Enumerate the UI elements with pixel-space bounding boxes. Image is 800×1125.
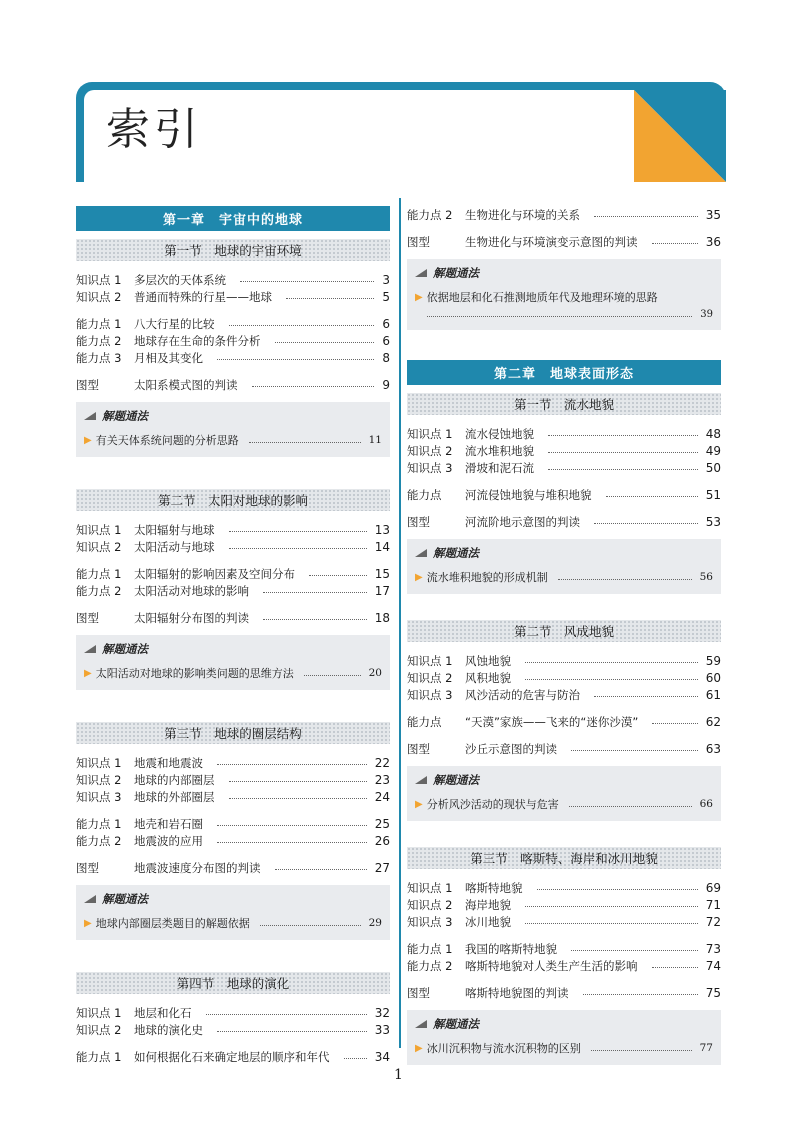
entry-title: 太阳辐射的影响因素及空间分布 xyxy=(134,566,295,581)
leader-dots xyxy=(229,548,367,549)
entry-group xyxy=(407,486,721,503)
section-heading[interactable]: 第四节 地球的演化 xyxy=(76,972,390,994)
index-entry[interactable] xyxy=(407,513,721,530)
entry-title: 风积地貌 xyxy=(465,670,511,685)
entry-page: 34 xyxy=(374,1049,390,1064)
leader-dots xyxy=(263,592,367,593)
section-heading[interactable]: 第二节 风成地貌 xyxy=(407,620,721,642)
leader-dots xyxy=(548,435,698,436)
entry-page: 71 xyxy=(705,897,721,912)
index-entry[interactable] xyxy=(76,788,390,805)
entry-label: 图型 xyxy=(407,234,430,249)
entry-title: “天漠”家族——飞来的“迷你沙漠” xyxy=(465,714,639,729)
leader-dots xyxy=(275,869,367,870)
entry-label: 能力点 2 xyxy=(76,333,122,348)
entry-page: 6 xyxy=(382,316,390,331)
leader-dots xyxy=(217,842,367,843)
entry-group xyxy=(407,513,721,530)
entry-title: 风沙活动的危害与防治 xyxy=(465,687,580,702)
leader-dots xyxy=(548,469,698,470)
page-title: 索引 xyxy=(106,104,202,155)
index-entry[interactable] xyxy=(407,713,721,730)
entry-page: 51 xyxy=(705,487,721,502)
entry-title: 太阳活动对地球的影响 xyxy=(134,583,249,598)
index-entry[interactable] xyxy=(76,771,390,788)
entry-label: 知识点 2 xyxy=(76,539,122,554)
entry-label: 图型 xyxy=(76,377,99,392)
section-heading[interactable]: 第一节 地球的宇宙环境 xyxy=(76,239,390,261)
tips-wedge-icon xyxy=(84,645,96,653)
entry-title: 太阳系模式图的判读 xyxy=(134,377,238,392)
index-entry[interactable] xyxy=(76,521,390,538)
tips-heading xyxy=(84,890,382,908)
triangle-bullet-icon: ▶ xyxy=(415,291,423,303)
entry-page: 18 xyxy=(374,610,390,625)
tips-text: 流水堆积地貌的形成机制 xyxy=(426,571,548,584)
entry-label: 能力点 2 xyxy=(407,207,453,222)
entry-title: 生物进化与环境的关系 xyxy=(465,207,580,222)
entry-page: 14 xyxy=(374,539,390,554)
index-entry[interactable] xyxy=(76,815,390,832)
tips-wedge-icon xyxy=(415,1020,427,1028)
solving-tips-box xyxy=(407,259,721,330)
entry-title: 我国的喀斯特地貌 xyxy=(465,941,557,956)
tips-text: 有关天体系统问题的分析思路 xyxy=(95,434,239,447)
tips-label: 解题通法 xyxy=(433,773,479,787)
entry-group xyxy=(76,376,390,393)
entry-page: 69 xyxy=(705,880,721,895)
entry-page: 25 xyxy=(374,816,390,831)
entry-title: 地壳和岩石圈 xyxy=(134,816,203,831)
entry-label: 知识点 1 xyxy=(76,755,122,770)
section-heading[interactable]: 第三节 地球的圈层结构 xyxy=(76,722,390,744)
entry-label: 知识点 3 xyxy=(407,460,453,475)
index-entry[interactable] xyxy=(407,459,721,476)
index-entry[interactable] xyxy=(407,442,721,459)
entry-label: 知识点 1 xyxy=(76,272,122,287)
leader-dots xyxy=(569,806,692,807)
entry-title: 地球的内部圈层 xyxy=(134,772,215,787)
tips-page: 77 xyxy=(699,1042,713,1054)
tips-wedge-icon xyxy=(415,549,427,557)
triangle-bullet-icon: ▶ xyxy=(84,434,92,446)
entry-title: 地震和地震波 xyxy=(134,755,203,770)
entry-label: 知识点 1 xyxy=(407,653,453,668)
leader-dots xyxy=(229,798,367,799)
entry-page: 49 xyxy=(705,443,721,458)
entry-group xyxy=(76,815,390,849)
leader-dots xyxy=(309,575,367,576)
tips-text: 冰川沉积物与流水沉积物的区别 xyxy=(426,1042,581,1055)
leader-dots xyxy=(525,679,698,680)
index-entry[interactable] xyxy=(76,565,390,582)
entry-label: 能力点 2 xyxy=(407,958,453,973)
chapter-heading[interactable]: 第一章 宇宙中的地球 xyxy=(76,206,390,231)
entry-group xyxy=(76,271,390,305)
tips-label: 解题通法 xyxy=(433,266,479,280)
leader-dots xyxy=(229,781,367,782)
entry-label: 知识点 2 xyxy=(76,772,122,787)
section-heading[interactable]: 第三节 喀斯特、海岸和冰川地貌 xyxy=(407,847,721,869)
entry-page: 23 xyxy=(374,772,390,787)
tips-label: 解题通法 xyxy=(102,642,148,656)
index-entry[interactable] xyxy=(76,582,390,599)
index-entry[interactable] xyxy=(76,1048,390,1065)
entry-label: 知识点 3 xyxy=(76,789,122,804)
corner-fold-decoration xyxy=(634,90,726,182)
entry-label: 能力点 1 xyxy=(76,816,122,831)
leader-dots xyxy=(594,523,698,524)
section-heading[interactable]: 第一节 流水地貌 xyxy=(407,393,721,415)
entry-page: 63 xyxy=(705,741,721,756)
leader-dots xyxy=(594,696,698,697)
tips-entry[interactable] xyxy=(84,664,382,682)
entry-page: 24 xyxy=(374,789,390,804)
entry-label: 能力点 1 xyxy=(76,316,122,331)
entry-group xyxy=(76,315,390,366)
leader-dots xyxy=(525,662,698,663)
solving-tips-box xyxy=(76,885,390,940)
entry-page: 62 xyxy=(705,714,721,729)
index-entry[interactable] xyxy=(407,913,721,930)
index-entry[interactable] xyxy=(76,271,390,288)
entry-group xyxy=(76,1004,390,1038)
index-entry[interactable] xyxy=(407,425,721,442)
entry-title: 河流阶地示意图的判读 xyxy=(465,514,580,529)
solving-tips-box xyxy=(76,635,390,690)
leader-dots xyxy=(344,1058,367,1059)
entry-group xyxy=(407,425,721,476)
leader-dots xyxy=(286,298,374,299)
tips-page: 56 xyxy=(699,571,713,583)
solving-tips-box xyxy=(407,539,721,594)
entry-group xyxy=(407,652,721,703)
entry-title: 流水堆积地貌 xyxy=(465,443,534,458)
leader-dots xyxy=(652,243,698,244)
tips-page: 29 xyxy=(368,917,382,929)
leader-dots xyxy=(206,1014,367,1015)
entry-title: 地震波速度分布图的判读 xyxy=(134,860,261,875)
leader-dots xyxy=(217,359,374,360)
index-entry[interactable] xyxy=(407,957,721,974)
entry-page: 6 xyxy=(382,333,390,348)
entry-page: 17 xyxy=(374,583,390,598)
entry-title: 月相及其变化 xyxy=(134,350,203,365)
entry-title: 普通而特殊的行星——地球 xyxy=(134,289,272,304)
tips-heading xyxy=(415,1015,713,1033)
leader-dots xyxy=(558,579,692,580)
index-entry[interactable] xyxy=(76,859,390,876)
tips-page: 11 xyxy=(368,434,382,446)
entry-title: 地震波的应用 xyxy=(134,833,203,848)
leader-dots xyxy=(275,342,375,343)
entry-group xyxy=(76,1048,390,1065)
index-entry[interactable] xyxy=(407,669,721,686)
leader-dots xyxy=(571,950,698,951)
entry-group xyxy=(407,233,721,250)
entry-page: 75 xyxy=(705,985,721,1000)
tips-text: 太阳活动对地球的影响类问题的思维方法 xyxy=(95,667,294,680)
triangle-bullet-icon: ▶ xyxy=(84,917,92,929)
tips-heading xyxy=(415,771,713,789)
tips-entry[interactable] xyxy=(415,795,713,813)
leader-dots xyxy=(304,675,361,676)
entry-title: 如何根据化石来确定地层的顺序和年代 xyxy=(134,1049,330,1064)
leader-dots xyxy=(263,619,367,620)
leader-dots xyxy=(240,281,374,282)
leader-dots xyxy=(525,923,698,924)
leader-dots xyxy=(606,496,698,497)
entry-title: 喀斯特地貌图的判读 xyxy=(465,985,569,1000)
entry-group xyxy=(76,521,390,555)
entry-label: 图型 xyxy=(76,860,99,875)
chapter-heading[interactable]: 第二章 地球表面形态 xyxy=(407,360,721,385)
solving-tips-box xyxy=(407,766,721,821)
entry-page: 72 xyxy=(705,914,721,929)
entry-title: 河流侵蚀地貌与堆积地貌 xyxy=(465,487,592,502)
entry-label: 知识点 1 xyxy=(76,1005,122,1020)
entry-label: 图型 xyxy=(407,741,430,756)
leader-dots xyxy=(583,994,698,995)
triangle-bullet-icon: ▶ xyxy=(415,1042,423,1054)
entry-label: 知识点 2 xyxy=(407,443,453,458)
leader-dots xyxy=(548,452,698,453)
entry-label: 知识点 3 xyxy=(407,687,453,702)
entry-page: 15 xyxy=(374,566,390,581)
entry-label: 知识点 1 xyxy=(407,426,453,441)
tips-heading xyxy=(415,264,713,282)
entry-label: 知识点 2 xyxy=(407,897,453,912)
entry-page: 60 xyxy=(705,670,721,685)
index-entry[interactable] xyxy=(76,376,390,393)
entry-page: 22 xyxy=(374,755,390,770)
tips-entry[interactable] xyxy=(84,914,382,932)
entry-title: 海岸地貌 xyxy=(465,897,511,912)
entry-page: 73 xyxy=(705,941,721,956)
index-entry[interactable] xyxy=(76,754,390,771)
index-entry[interactable] xyxy=(76,1004,390,1021)
triangle-bullet-icon: ▶ xyxy=(415,571,423,583)
column-divider xyxy=(399,198,401,1048)
entry-label: 能力点 2 xyxy=(76,833,122,848)
entry-title: 沙丘示意图的判读 xyxy=(465,741,557,756)
leader-dots xyxy=(260,925,361,926)
tips-label: 解题通法 xyxy=(433,1017,479,1031)
entry-page: 35 xyxy=(705,207,721,222)
entry-page: 27 xyxy=(374,860,390,875)
entry-label: 能力点 xyxy=(407,714,442,729)
tips-entry[interactable] xyxy=(415,288,713,322)
entry-page: 53 xyxy=(705,514,721,529)
entry-label: 知识点 2 xyxy=(76,1022,122,1037)
tips-wedge-icon xyxy=(415,269,427,277)
entry-page: 50 xyxy=(705,460,721,475)
index-entry[interactable] xyxy=(407,686,721,703)
tips-label: 解题通法 xyxy=(102,892,148,906)
tips-heading xyxy=(84,640,382,658)
tips-text: 分析风沙活动的现状与危害 xyxy=(426,798,559,811)
leader-dots xyxy=(229,325,375,326)
index-entry[interactable] xyxy=(76,288,390,305)
entry-title: 太阳活动与地球 xyxy=(134,539,215,554)
tips-entry[interactable] xyxy=(415,568,713,586)
entry-label: 能力点 1 xyxy=(76,1049,122,1064)
leader-dots xyxy=(537,889,698,890)
entry-label: 能力点 2 xyxy=(76,583,122,598)
index-entry[interactable] xyxy=(407,233,721,250)
entry-group xyxy=(76,859,390,876)
entry-page: 13 xyxy=(374,522,390,537)
entry-label: 知识点 2 xyxy=(407,670,453,685)
entry-title: 生物进化与环境演变示意图的判读 xyxy=(465,234,638,249)
index-entry[interactable] xyxy=(76,832,390,849)
entry-group xyxy=(407,984,721,1001)
entry-page: 33 xyxy=(374,1022,390,1037)
tips-label: 解题通法 xyxy=(433,546,479,560)
entry-page: 3 xyxy=(382,272,390,287)
triangle-bullet-icon: ▶ xyxy=(415,798,423,810)
index-entry[interactable] xyxy=(407,984,721,1001)
entry-label: 知识点 1 xyxy=(76,522,122,537)
entry-label: 图型 xyxy=(76,610,99,625)
entry-title: 喀斯特地貌对人类生产生活的影响 xyxy=(465,958,638,973)
leader-dots xyxy=(229,531,367,532)
tips-wedge-icon xyxy=(84,895,96,903)
tips-heading xyxy=(415,544,713,562)
entry-group xyxy=(76,609,390,626)
index-entry[interactable] xyxy=(76,609,390,626)
leader-dots xyxy=(427,316,692,317)
tips-wedge-icon xyxy=(84,412,96,420)
leader-dots xyxy=(591,1050,692,1051)
tips-text: 依据地层和化石推测地质年代及地理环境的思路 xyxy=(426,291,658,304)
entry-title: 多层次的天体系统 xyxy=(134,272,226,287)
entry-group xyxy=(76,754,390,805)
entry-label: 图型 xyxy=(407,514,430,529)
index-entry[interactable] xyxy=(76,538,390,555)
entry-label: 知识点 3 xyxy=(407,914,453,929)
entry-page: 26 xyxy=(374,833,390,848)
entry-title: 地球的演化史 xyxy=(134,1022,203,1037)
page-number: 1 xyxy=(394,1067,403,1083)
tips-wedge-icon xyxy=(415,776,427,784)
entry-label: 能力点 xyxy=(407,487,442,502)
entry-title: 太阳辐射分布图的判读 xyxy=(134,610,249,625)
index-entry[interactable] xyxy=(76,315,390,332)
leader-dots xyxy=(217,1031,367,1032)
index-entry[interactable] xyxy=(407,206,721,223)
entry-page: 36 xyxy=(705,234,721,249)
leader-dots xyxy=(652,967,698,968)
entry-title: 风蚀地貌 xyxy=(465,653,511,668)
index-entry[interactable] xyxy=(407,740,721,757)
entry-group xyxy=(407,940,721,974)
entry-page: 32 xyxy=(374,1005,390,1020)
leader-dots xyxy=(652,723,697,724)
tips-entry[interactable] xyxy=(415,1039,713,1057)
tips-page: 39 xyxy=(700,308,713,320)
tips-entry[interactable] xyxy=(84,431,382,449)
leader-dots xyxy=(217,764,367,765)
entry-title: 太阳辐射与地球 xyxy=(134,522,215,537)
entry-title: 喀斯特地貌 xyxy=(465,880,523,895)
index-entry[interactable] xyxy=(407,652,721,669)
entry-label: 能力点 1 xyxy=(407,941,453,956)
entry-page: 61 xyxy=(705,687,721,702)
entry-page: 5 xyxy=(382,289,390,304)
entry-page: 74 xyxy=(705,958,721,973)
index-entry[interactable] xyxy=(76,1021,390,1038)
entry-label: 图型 xyxy=(407,985,430,1000)
entry-title: 八大行星的比较 xyxy=(134,316,215,331)
entry-title: 滑坡和泥石流 xyxy=(465,460,534,475)
solving-tips-box xyxy=(407,1010,721,1065)
tips-page: 66 xyxy=(699,798,713,810)
entry-title: 地层和化石 xyxy=(134,1005,192,1020)
section-heading[interactable]: 第二节 太阳对地球的影响 xyxy=(76,489,390,511)
tips-text: 地球内部圈层类题目的解题依据 xyxy=(95,917,250,930)
entry-label: 能力点 1 xyxy=(76,566,122,581)
entry-title: 地球存在生命的条件分析 xyxy=(134,333,261,348)
index-entry[interactable] xyxy=(407,896,721,913)
index-entry[interactable] xyxy=(407,879,721,896)
leader-dots xyxy=(594,216,698,217)
entry-page: 48 xyxy=(705,426,721,441)
entry-group xyxy=(76,565,390,599)
entry-group xyxy=(407,740,721,757)
index-column-left xyxy=(76,206,390,1065)
entry-title: 冰川地貌 xyxy=(465,914,511,929)
index-entry[interactable] xyxy=(76,332,390,349)
entry-group xyxy=(407,879,721,930)
solving-tips-box xyxy=(76,402,390,457)
tips-heading xyxy=(84,407,382,425)
leader-dots xyxy=(249,442,361,443)
leader-dots xyxy=(571,750,698,751)
index-entry[interactable] xyxy=(76,349,390,366)
index-column-right xyxy=(407,206,721,1065)
entry-page: 9 xyxy=(382,377,390,392)
tips-page: 20 xyxy=(368,667,382,679)
triangle-bullet-icon: ▶ xyxy=(84,667,92,679)
entry-page: 59 xyxy=(705,653,721,668)
entry-label: 知识点 2 xyxy=(76,289,122,304)
leader-dots xyxy=(252,386,375,387)
leader-dots xyxy=(525,906,698,907)
entry-label: 知识点 1 xyxy=(407,880,453,895)
index-entry[interactable] xyxy=(407,940,721,957)
tips-label: 解题通法 xyxy=(102,409,148,423)
entry-title: 流水侵蚀地貌 xyxy=(465,426,534,441)
entry-group xyxy=(407,713,721,730)
entry-page: 8 xyxy=(382,350,390,365)
index-entry[interactable] xyxy=(407,486,721,503)
entry-title: 地球的外部圈层 xyxy=(134,789,215,804)
entry-label: 能力点 3 xyxy=(76,350,122,365)
leader-dots xyxy=(217,825,367,826)
